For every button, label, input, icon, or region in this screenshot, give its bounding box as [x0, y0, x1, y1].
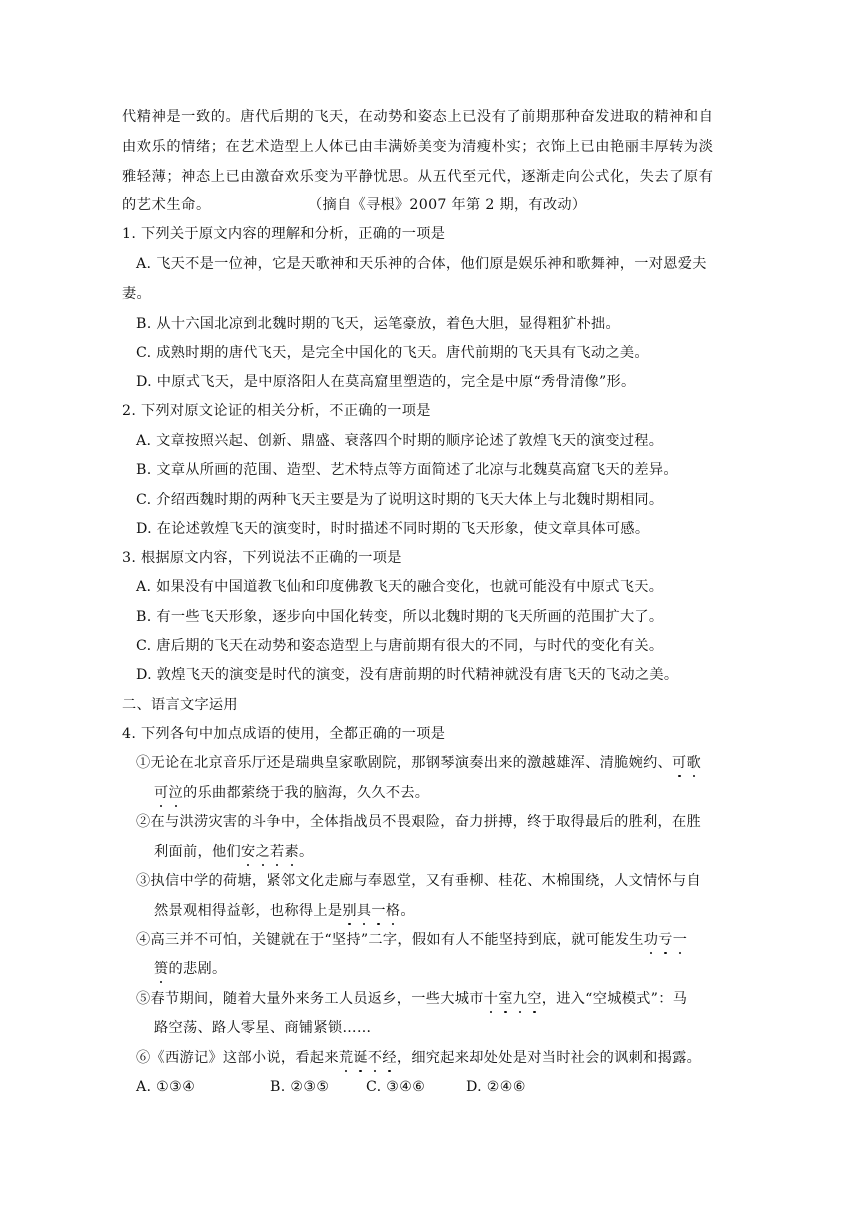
q4-option-a: A. ①③④ [136, 1079, 196, 1095]
emphasis-char: 经 [382, 1050, 397, 1066]
emphasis-char: 诞 [353, 1050, 368, 1066]
emphasis-char: 一 [371, 903, 386, 919]
sentence-text: ④高三并不可怕，关键就在于“坚持”二字，假如有人不能坚持到底，就可能发生 [136, 932, 644, 948]
q2-option-c: C. 介绍西魏时期的两种飞天主要是为了说明这时期的飞天大体上与北魏时期相同。 [136, 492, 664, 508]
emphasis-char: 泣 [168, 785, 183, 801]
q3-option-b: B. 有一些飞天形象，逐步向中国化转变，所以北魏时期的飞天所画的范围扩大了。 [136, 609, 664, 625]
passage-line: 代精神是一致的。唐代后期的飞天，在动势和姿态上已没有了前期那种奋发进取的精神和自 [122, 109, 714, 125]
passage-source: （摘自《寻根》2007 年第 2 期，有改动） [308, 197, 587, 213]
idiom-text [644, 932, 688, 948]
q3-option-d: D. 敦煌飞天的演变是时代的演变，没有唐前期的时代精神就没有唐飞天的飞动之美。 [136, 667, 679, 683]
emphasis-char: 篑 [154, 961, 169, 977]
q1-option-a: A. 飞天不是一位神，它是天歌神和天乐神的合体，他们原是娱乐神和歌舞神，一对恩爱夫 [136, 256, 707, 272]
sentence-text: ，细究起来却处处是对当时社会的讽刺和揭露。 [396, 1050, 702, 1066]
emphasis-char: 室 [498, 991, 513, 1007]
dotted-idiom [672, 755, 701, 771]
q4-sentence-6 [136, 1049, 701, 1067]
q4-sentence-5 [136, 990, 687, 1008]
q1-option-c: C. 成熟时期的唐代飞天，是完全中国化的飞天。唐代前期的飞天具有飞动之美。 [136, 345, 649, 361]
emphasis-char: 九 [512, 991, 528, 1007]
dotted-idiom [154, 961, 169, 977]
sentence-text: 的悲剧。 [168, 961, 227, 977]
sentence-text: 。 [400, 903, 415, 919]
emphasis-char: 别 [342, 903, 357, 919]
idiom-text [339, 1050, 397, 1066]
q2-option-a: A. 文章按照兴起、创新、鼎盛、衰落四个时期的顺序论述了敦煌飞天的演变过程。 [136, 433, 664, 449]
q4-answer-options [136, 1078, 526, 1096]
sentence-text: 然景观相得益彰，也称得上是 [154, 903, 343, 919]
idiom-text [342, 903, 400, 919]
emphasis-char: 安 [240, 844, 256, 860]
section-heading: 二、语言文字运用 [122, 697, 238, 713]
passage-line: 的艺术生命。 [122, 197, 211, 213]
emphasis-char: 若 [269, 844, 285, 860]
q4-sentence-3: ③执信中学的荷塘，紧邻文化走廊与奉恩堂，又有垂柳、桂花、木棉围绕，人文情怀与自 [136, 873, 702, 889]
emphasis-char: 空 [527, 991, 542, 1007]
passage-line: 由欢乐的情绪；在艺术造型上人体已由丰满娇美变为清瘦朴实；衣饰上已由艳丽丰厚转为淡 [122, 139, 714, 155]
q3-option-c: C. 唐后期的飞天在动势和姿态造型上与唐前期有很大的不同，与时代的变化有关。 [136, 638, 664, 654]
dotted-idiom [342, 903, 400, 919]
emphasis-char: 之 [255, 844, 270, 860]
dotted-idiom [644, 932, 688, 948]
dotted-idiom [241, 844, 299, 860]
q4-sentence-5-cont: 路空荡、路人零星、商铺紧锁…… [154, 1020, 372, 1036]
idiom-text [154, 785, 183, 801]
idiom-text [241, 844, 299, 860]
emphasis-char: 具 [356, 903, 372, 919]
sentence-text: ①无论在北京音乐厅还是瑞典皇家歌剧院，那钢琴演奏出来的激越雄浑、清脆婉约、 [136, 755, 673, 771]
emphasis-char: 荒 [338, 1050, 354, 1066]
question-1-stem: 1. 下列关于原文内容的理解和分析，正确的一项是 [122, 226, 446, 242]
emphasis-char: 可 [154, 785, 169, 801]
emphasis-char: 功 [643, 932, 659, 948]
sentence-text: 利面前，他们 [154, 844, 241, 860]
emphasis-char: 素 [284, 844, 299, 860]
emphasis-char: 亏 [658, 932, 673, 948]
emphasis-char: 一 [672, 932, 688, 948]
sentence-text: ⑤春节期间，随着大量外来务工人员返乡，一些大城市 [136, 991, 484, 1007]
q4-sentence-1-cont [154, 784, 429, 802]
q1-option-a-cont: 妻。 [122, 286, 151, 302]
question-4-stem: 4. 下列各句中加点成语的使用，全都正确的一项是 [122, 726, 446, 742]
sentence-text: ，进入“空城模式”：马 [541, 991, 688, 1007]
q1-option-d: D. 中原式飞天，是中原洛阳人在莫高窟里塑造的，完全是中原“秀骨清像”形。 [136, 374, 636, 390]
idiom-text [672, 755, 701, 771]
question-3-stem: 3. 根据原文内容，下列说法不正确的一项是 [122, 550, 402, 566]
dotted-idiom [484, 991, 542, 1007]
idiom-text [154, 961, 169, 977]
question-2-stem: 2. 下列对原文论证的相关分析，不正确的一项是 [122, 403, 431, 419]
emphasis-char: 不 [367, 1050, 383, 1066]
sentence-text: ⑥《西游记》这部小说，看起来 [136, 1050, 339, 1066]
idiom-text [484, 991, 542, 1007]
q1-option-b: B. 从十六国北凉到北魏时期的飞天，运笔豪放，着色大胆，显得粗犷朴拙。 [136, 316, 620, 332]
q2-option-d: D. 在论述敦煌飞天的演变时，时时描述不同时期的飞天形象，使文章具体可感。 [136, 521, 650, 537]
q2-option-b: B. 文章从所画的范围、造型、艺术特点等方面简述了北凉与北魏莫高窟飞天的差异。 [136, 462, 678, 478]
q4-sentence-3-cont [154, 902, 415, 920]
q4-sentence-2-cont [154, 843, 313, 861]
q4-sentence-1 [136, 754, 701, 772]
q4-sentence-4-cont [154, 960, 226, 978]
sentence-text: 。 [298, 844, 314, 860]
dotted-idiom [154, 785, 183, 801]
q4-option-d: D. ②④⑥ [466, 1079, 526, 1095]
sentence-text: 的乐曲都萦绕于我的脑海，久久不去。 [183, 785, 430, 801]
q4-option-c: C. ③④⑥ [366, 1079, 426, 1095]
emphasis-char: 歌 [686, 755, 702, 771]
q3-option-a: A. 如果没有中国道教飞仙和印度佛教飞天的融合变化，也就可能没有中原式飞天。 [136, 579, 664, 595]
emphasis-char: 可 [672, 755, 687, 771]
emphasis-char: 格 [385, 903, 401, 919]
emphasis-char: 十 [483, 991, 499, 1007]
q4-option-b: B. ②③⑤ [270, 1079, 330, 1095]
passage-line: 雅轻薄；神态上已由激奋欢乐变为平静忧思。从五代至元代，逐渐走向公式化，失去了原有 [122, 169, 714, 185]
dotted-idiom [339, 1050, 397, 1066]
q4-sentence-4 [136, 931, 687, 949]
q4-sentence-2: ②在与洪涝灾害的斗争中，全体指战员不畏艰险，奋力拼搏，终于取得最后的胜利，在胜 [136, 814, 702, 830]
